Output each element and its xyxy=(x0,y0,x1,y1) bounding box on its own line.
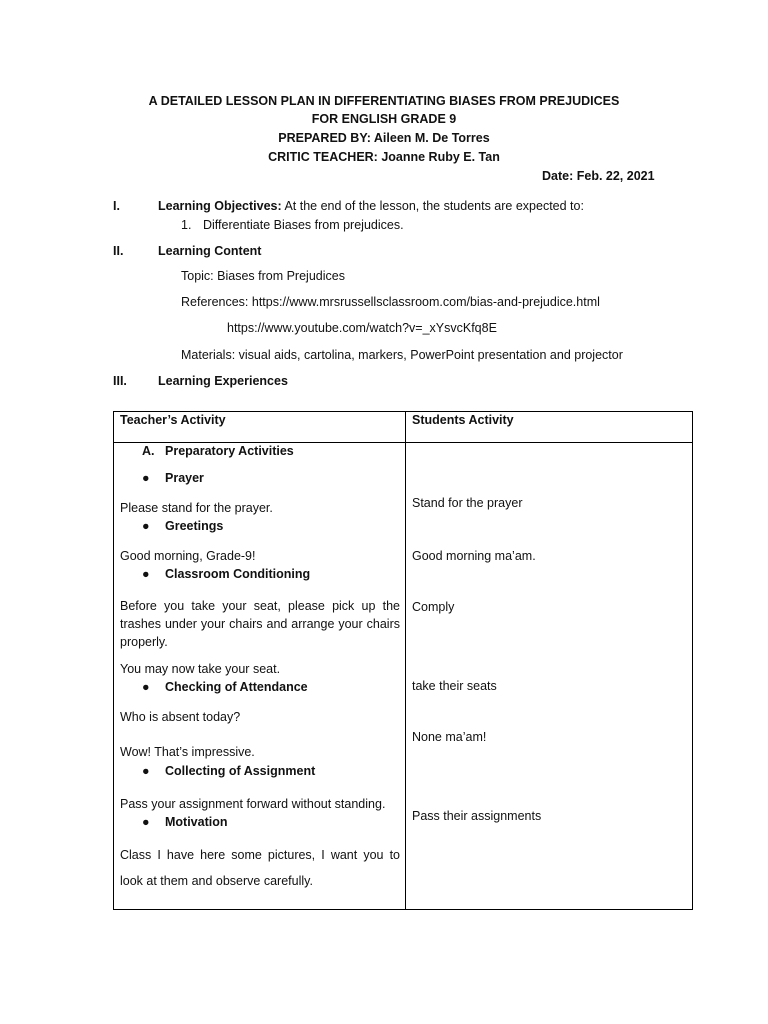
title-line-1: A DETAILED LESSON PLAN IN DIFFERENTIATING BIASES FROM PREJUDICES xyxy=(148,94,620,108)
objective-item: Differentiate Biases from prejudices. xyxy=(203,218,404,232)
bullet-icon: ● xyxy=(142,567,150,581)
assignment-text: Pass your assignment forward without standing. xyxy=(120,797,386,811)
bullet-icon: ● xyxy=(142,680,150,694)
header-students-activity: Students Activity xyxy=(412,413,514,427)
table-body-row xyxy=(114,443,693,910)
student-comply: Comply xyxy=(412,600,455,614)
absent-question: Who is absent today? xyxy=(120,710,241,724)
motivation-text: Class I have here some pictures, I want you to look at them and observe carefully. xyxy=(120,848,400,888)
section-iii-number: III. xyxy=(113,374,127,388)
impressive-text: Wow! That’s impressive. xyxy=(120,745,255,759)
critic-teacher: CRITIC TEACHER: Joanne Ruby E. Tan xyxy=(268,150,500,164)
learning-experiences-table xyxy=(113,411,693,910)
learning-objectives-label: Learning Objectives: xyxy=(158,199,282,213)
students-activity-cell xyxy=(406,443,693,910)
title-line-2: FOR ENGLISH GRADE 9 xyxy=(311,112,457,126)
teacher-activity-cell xyxy=(114,443,406,910)
student-greeting: Good morning ma’am. xyxy=(412,549,536,563)
learning-content-label: Learning Content xyxy=(158,244,262,258)
assignment-heading: Collecting of Assignment xyxy=(165,764,316,778)
prayer-text: Please stand for the prayer. xyxy=(120,501,273,515)
prep-letter: A. xyxy=(142,444,155,458)
classroom-conditioning-heading: Classroom Conditioning xyxy=(165,567,311,581)
reference-2: https://www.youtube.com/watch?v=_xYsvcKfq8E xyxy=(227,321,497,335)
header-teachers-activity: Teacher’s Activity xyxy=(120,413,226,427)
take-seat-text: You may now take your seat. xyxy=(120,662,281,676)
topic: Topic: Biases from Prejudices xyxy=(181,269,345,283)
bullet-icon: ● xyxy=(142,815,150,829)
table-header-row xyxy=(114,412,693,443)
section-ii-number: II. xyxy=(113,244,124,258)
student-pass-assignments: Pass their assignments xyxy=(412,809,542,823)
section-i-number: I. xyxy=(113,199,120,213)
learning-experiences-label: Learning Experiences xyxy=(158,374,288,388)
learning-objectives xyxy=(158,199,584,213)
bullet-icon: ● xyxy=(142,764,150,778)
student-none: None ma’am! xyxy=(412,730,487,744)
motivation-heading: Motivation xyxy=(165,815,228,829)
prepared-by: PREPARED BY: Aileen M. De Torres xyxy=(278,131,490,145)
materials: Materials: visual aids, cartolina, markers, PowerPoint presentation and projector xyxy=(181,348,623,362)
classroom-conditioning-text: Before you take your seat, please pick up the trashes under your chairs and arrange your chairs properly. xyxy=(120,599,400,649)
student-take-seats: take their seats xyxy=(412,679,497,693)
lesson-date: Date: Feb. 22, 2021 xyxy=(542,169,655,183)
objective-item-number: 1. xyxy=(181,218,192,232)
greetings-heading: Greetings xyxy=(165,519,224,533)
prep-activities-title: Preparatory Activities xyxy=(165,444,294,458)
student-prayer: Stand for the prayer xyxy=(412,496,523,510)
bullet-icon: ● xyxy=(142,519,150,533)
bullet-icon: ● xyxy=(142,471,150,485)
header-students-cell xyxy=(406,412,693,443)
prayer-heading: Prayer xyxy=(165,471,204,485)
reference-1: References: https://www.mrsrussellsclassroom.com/bias-and-prejudice.html xyxy=(181,295,600,309)
learning-objectives-text: At the end of the lesson, the students are expected to: xyxy=(281,199,584,213)
greetings-text: Good morning, Grade-9! xyxy=(120,549,256,563)
attendance-heading: Checking of Attendance xyxy=(165,680,308,694)
header-teacher-cell xyxy=(114,412,406,443)
